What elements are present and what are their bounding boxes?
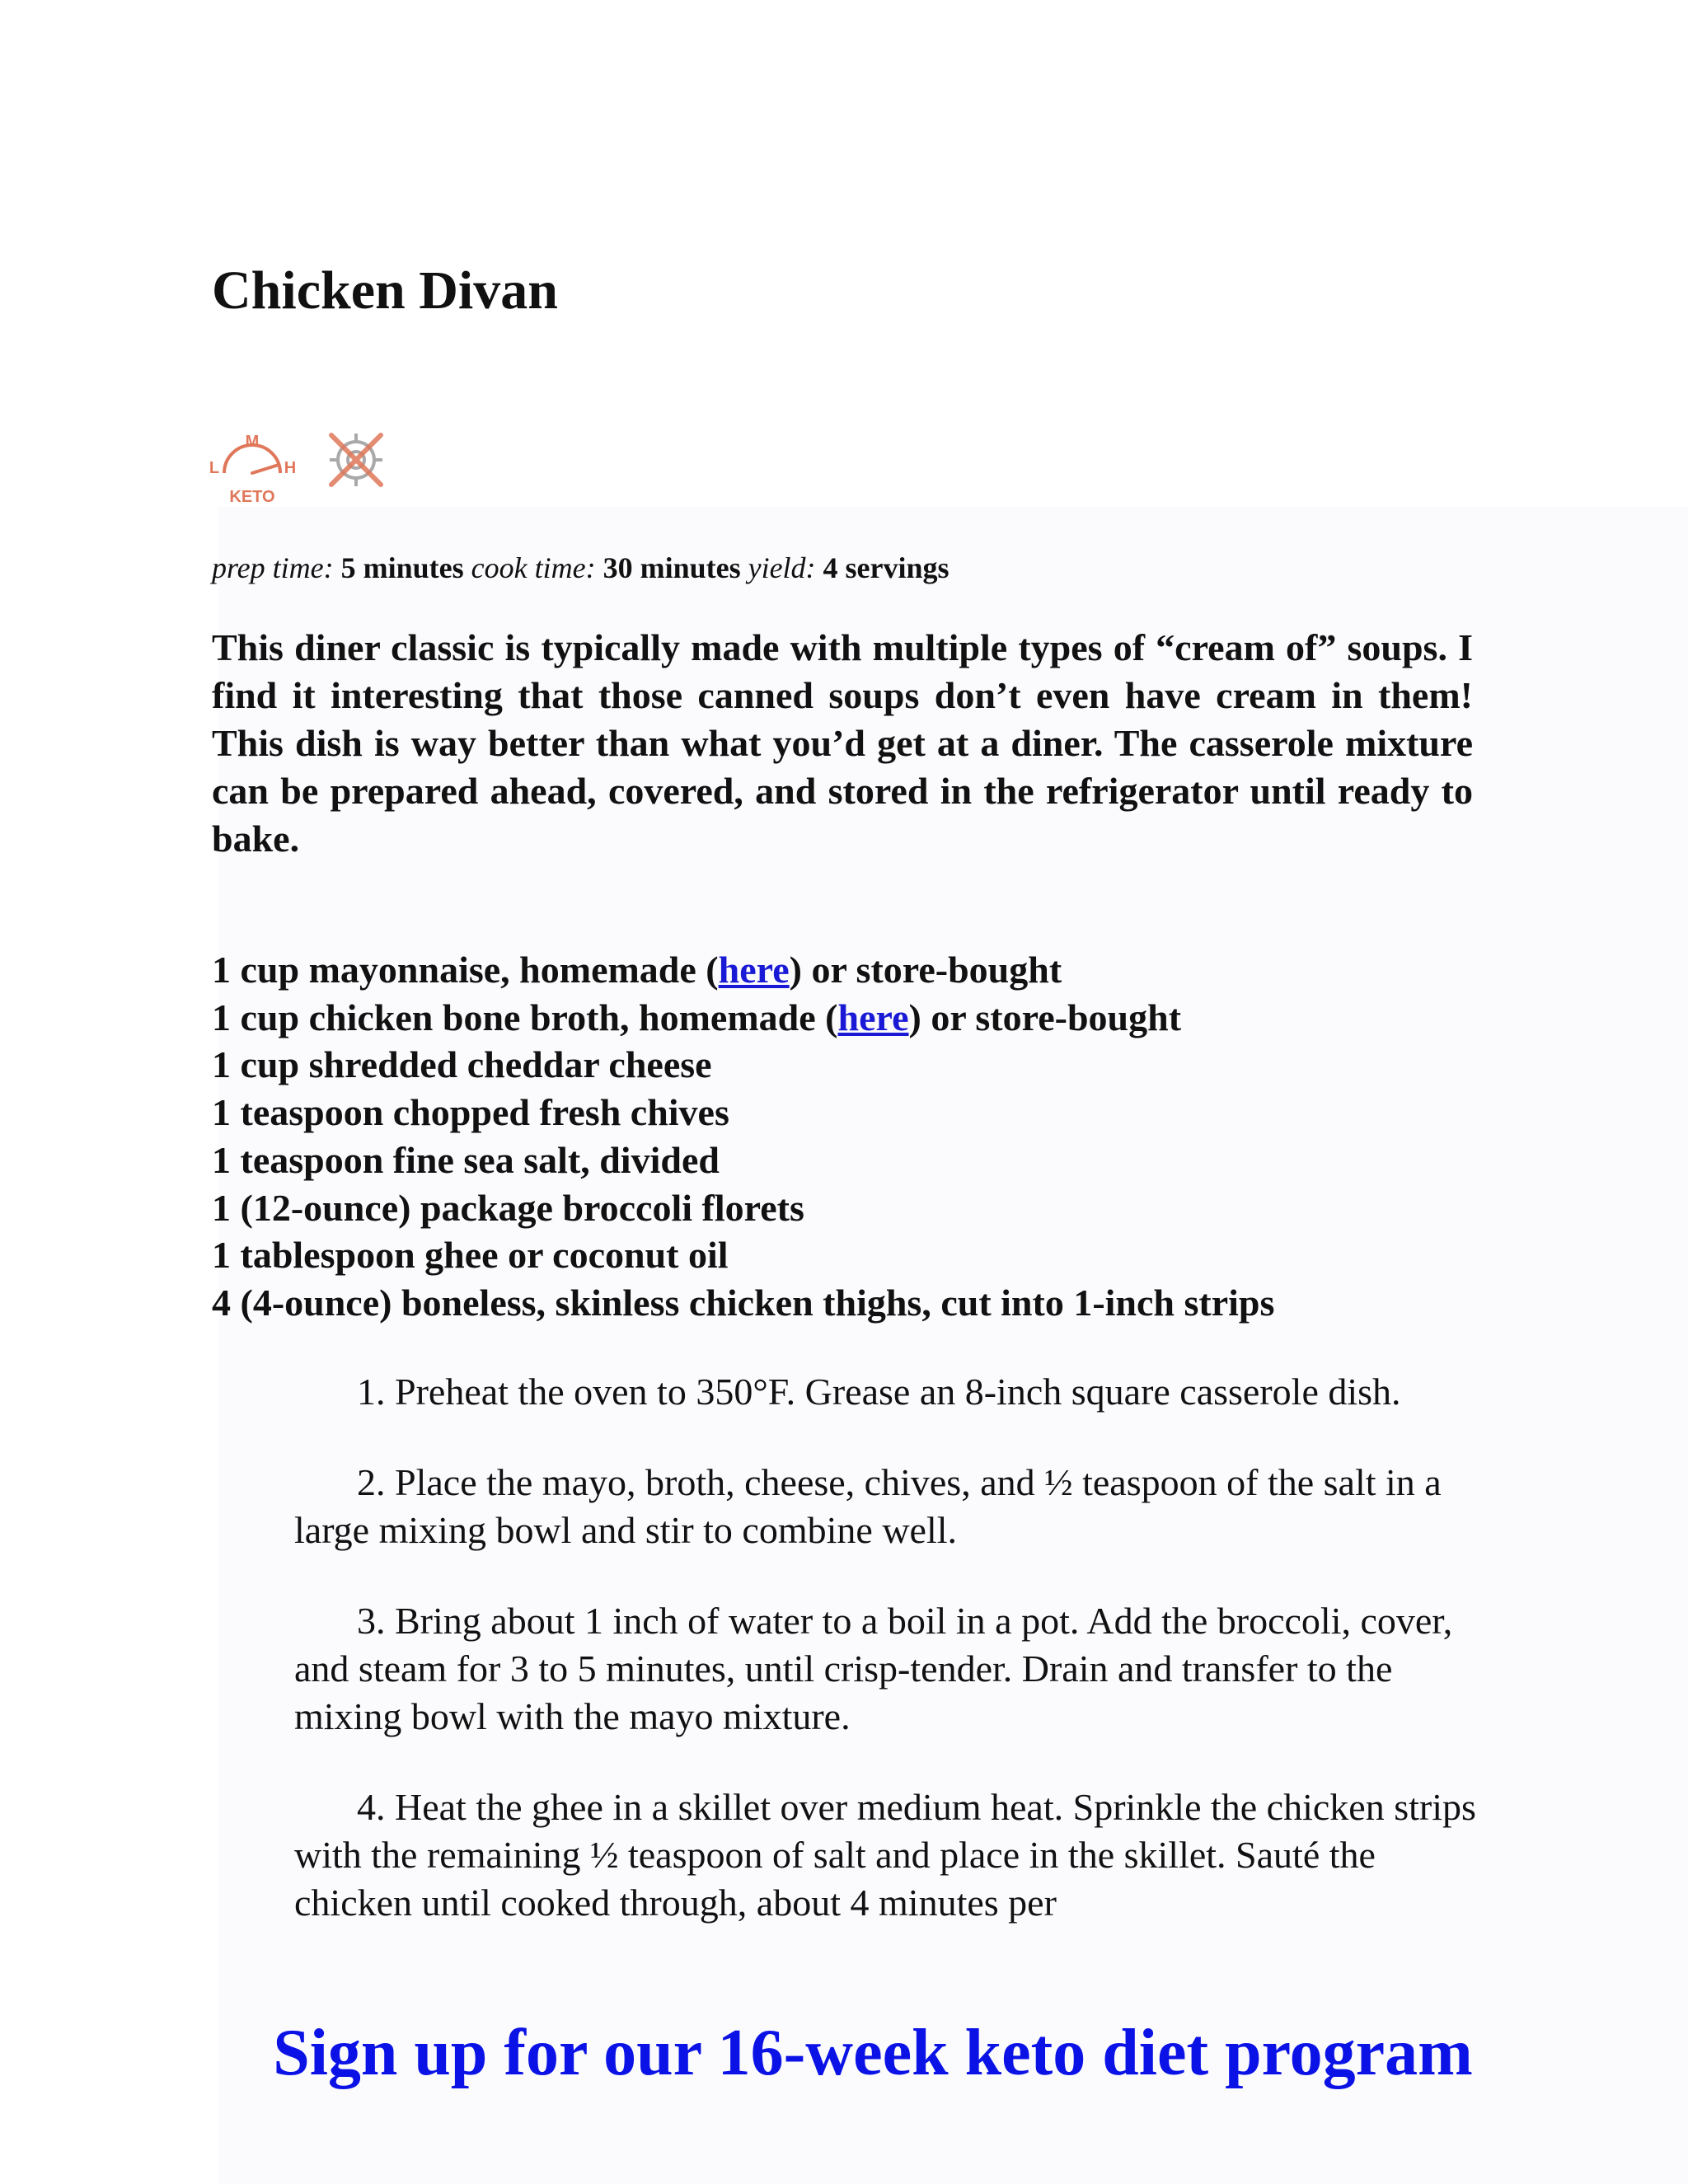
ingredient-list [212,946,1613,1327]
cook-time-label: cook time: [471,551,596,584]
ingredient-item: 1 teaspoon fine sea salt, divided [212,1138,720,1181]
ingredient-text: 1 cup chicken bone broth, homemade ( [212,996,838,1038]
ingredient-item [212,946,1613,994]
instruction-step: 4. Heat the ghee in a skillet over medium heat. Sprinkle the chicken strips with the remaining ½ teaspoon of salt and place in the skillet. Sauté the chicken until cooked through, about 4 minutes per [294,1786,1476,1924]
recipe-meta [212,551,950,585]
ingredient-text: ) or store-bought [908,996,1182,1038]
mayonnaise-recipe-link[interactable]: here [718,949,790,991]
keto-meter-h-label: H [284,459,297,477]
ingredient-item: 1 tablespoon ghee or coconut oil [212,1234,729,1277]
ingredient-item: 1 teaspoon chopped fresh chives [212,1091,729,1134]
keto-meter-icon [206,422,297,517]
keto-meter-keto-label: KETO [229,488,275,506]
recipe-intro: This diner classic is typically made with multiple types of “cream of” soups. I find it interesting that those canned soups don’t even have cream in them! This dish is way better than what you’d get at a diner. The casserole mixture can be prepared ahead, covered, and stored in the refrigerator until ready to bake. [212,626,1473,860]
bone-broth-recipe-link[interactable]: here [837,996,909,1038]
keto-meter-l-label: L [209,459,220,477]
instruction-step: 1. Preheat the oven to 350°F. Grease an 8-inch square casserole dish. [357,1371,1401,1413]
ingredient-item: 1 (12-ounce) package broccoli florets [212,1186,804,1229]
cook-time-value: 30 minutes [603,551,741,584]
yield-label: yield: [748,551,816,584]
instruction-step: 2. Place the mayo, broth, cheese, chives, and ½ teaspoon of the salt in a large mixing bowl and stir to combine well. [294,1461,1442,1551]
ingredient-item: 1 cup shredded cheddar cheese [212,1043,712,1086]
instruction-steps [294,1368,1481,1970]
prep-time-label: prep time: [212,551,334,584]
instruction-step: 3. Bring about 1 inch of water to a boil in a pot. Add the broccoli, cover, and steam for 3 to 5 minutes, until crisp-tender. Drain and transfer to the mixing bowl with the mayo mixture. [294,1600,1453,1737]
ingredient-item [212,994,1613,1042]
recipe-title: Chicken Divan [212,260,558,321]
keto-meter-m-label: M [245,433,260,451]
keto-program-signup-link[interactable]: Sign up for our 16-week keto diet program [273,2017,1473,2089]
yield-value: 4 servings [823,551,950,584]
ingredient-item: 4 (4-ounce) boneless, skinless chicken thighs, cut into 1-inch strips [212,1281,1275,1324]
prep-time-value: 5 minutes [340,551,464,584]
ingredient-text: ) or store-bought [789,949,1062,991]
ingredient-text: 1 cup mayonnaise, homemade ( [212,949,719,991]
no-nut-icon [321,425,391,499]
